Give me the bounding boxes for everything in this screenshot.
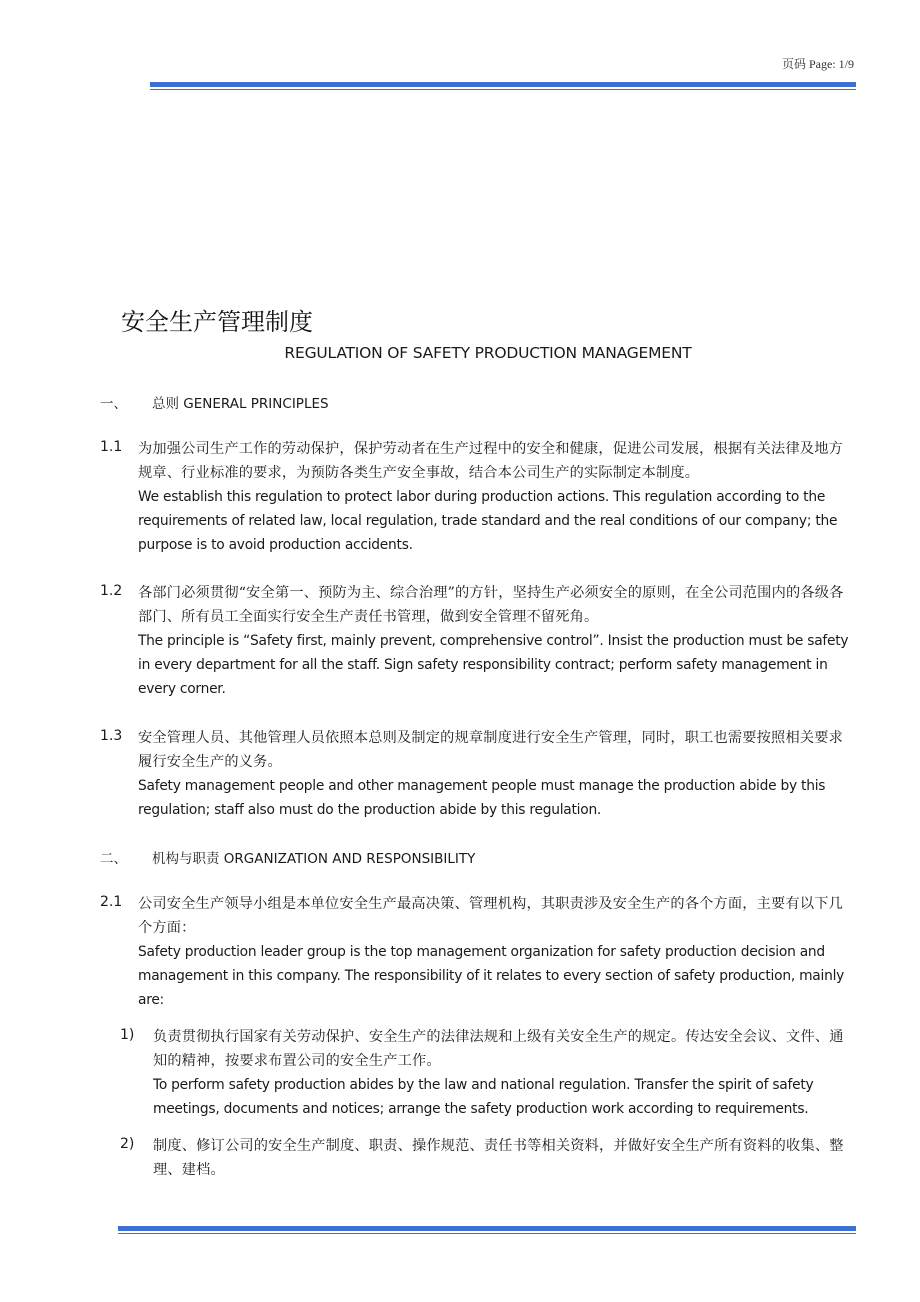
section-heading-1 xyxy=(100,392,329,412)
section-number: 二、 xyxy=(100,851,127,867)
clause-text-cn: 公司安全生产领导小组是本单位安全生产最高决策、管理机构，其职责涉及安全生产的各个方面，主要有以下几个方面： xyxy=(138,896,843,936)
list-item-number: 2) xyxy=(120,1136,135,1152)
clause-text-en: The principle is “Safety first, mainly prevent, comprehensive control”. Insist the production must be safety in every department for all the staff. Sign safety responsibility contract; perform safety management in every corner. xyxy=(138,633,849,697)
clause-text-en: Safety production leader group is the top management organization for safety production decision and management in this company. The responsibility of it relates to every section of safety production, mainly are: xyxy=(138,944,845,1008)
list-item-text-cn: 制度、修订公司的安全生产制度、职责、操作规范、责任书等相关资料，并做好安全生产所有资料的收集、整理、建档。 xyxy=(153,1138,844,1178)
clause-text-cn: 为加强公司生产工作的劳动保护，保护劳动者在生产过程中的安全和健康，促进公司发展，根据有关法律及地方规章、行业标准的要求，为预防各类生产安全事故，结合本公司生产的实际制定本制度。 xyxy=(138,441,843,481)
clause-number: 1.2 xyxy=(100,583,123,599)
list-item-number: 1) xyxy=(120,1027,135,1043)
list-item-text-en: To perform safety production abides by the law and national regulation. Transfer the spirit of safety meetings, documents and notices; arrange the safety production work according to requirements. xyxy=(153,1077,814,1117)
clause-1-3 xyxy=(100,726,856,822)
page-number: 页码 Page: 1/9 xyxy=(782,57,854,71)
section-title: 机构与职责 ORGANIZATION AND RESPONSIBILITY xyxy=(152,851,476,867)
document-title-cn: 安全生产管理制度 xyxy=(121,308,313,336)
header-rule xyxy=(150,82,856,87)
clause-text-cn: 安全管理人员、其他管理人员依照本总则及制定的规章制度进行安全生产管理，同时，职工也需要按照相关要求履行安全生产的义务。 xyxy=(138,730,843,770)
clause-2-1 xyxy=(100,892,856,1012)
clause-1-1 xyxy=(100,437,856,557)
clause-1-2 xyxy=(100,581,856,701)
section-title: 总则 GENERAL PRINCIPLES xyxy=(152,396,329,412)
list-item-text-cn: 负责贯彻执行国家有关劳动保护、安全生产的法律法规和上级有关安全生产的规定。传达安全会议、文件、通知的精神，按要求布置公司的安全生产工作。 xyxy=(153,1029,844,1069)
clause-number: 1.1 xyxy=(100,439,123,455)
footer-rule xyxy=(118,1226,856,1231)
list-item xyxy=(120,1134,856,1182)
clause-text-cn: 各部门必须贯彻“安全第一、预防为主、综合治理”的方针，坚持生产必须安全的原则，在全公司范围内的各级各部门、所有员工全面实行安全生产责任书管理，做到安全管理不留死角。 xyxy=(138,585,844,625)
clause-text-en: Safety management people and other management people must manage the production abide by this regulation; staff also must do the production abide by this regulation. xyxy=(138,778,826,818)
clause-number: 1.3 xyxy=(100,728,123,744)
clause-text-en: We establish this regulation to protect labor during production actions. This regulation according to the requirements of related law, local regulation, trade standard and the real conditions of our company; the purpose is to avoid production accidents. xyxy=(138,489,838,553)
clause-number: 2.1 xyxy=(100,894,123,910)
list-item xyxy=(120,1025,856,1121)
section-heading-2 xyxy=(100,847,475,867)
section-number: 一、 xyxy=(100,396,127,412)
document-title-en: REGULATION OF SAFETY PRODUCTION MANAGEMENT xyxy=(284,344,692,362)
